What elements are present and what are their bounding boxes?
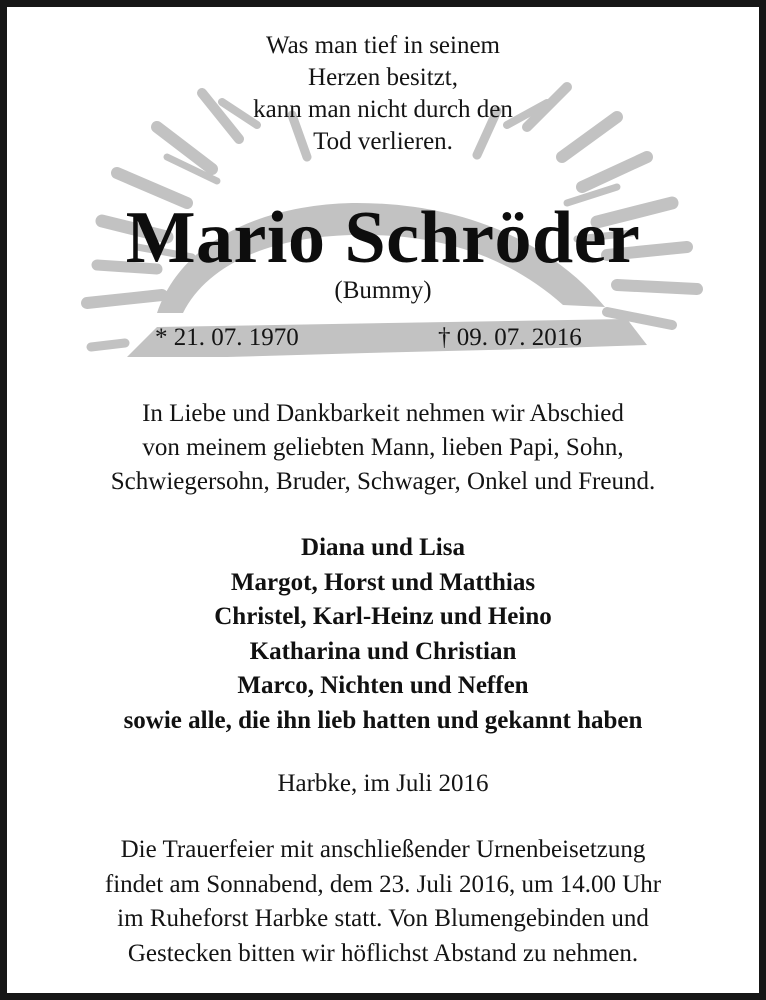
motto-line: Was man tief in seinem (265, 32, 501, 59)
motto-line: kann man nicht durch den (253, 96, 513, 123)
ceremony-line: Gestecken bitten wir höflichst Abstand zu nehmen. (127, 939, 639, 967)
place-and-date: Harbke, im Juli 2016 (277, 770, 489, 797)
mourner-line: Katharina und Christian (249, 637, 517, 665)
motto-line: Tod verlieren. (313, 128, 453, 155)
birth-date: * 21. 07. 1970 (155, 324, 299, 351)
mourners-list (7, 531, 759, 738)
death-date: † 09. 07. 2016 (438, 324, 582, 351)
deceased-name: Mario Schröder (125, 197, 641, 279)
dedication-line: von meinem geliebten Mann, lieben Papi, Sohn, (142, 434, 624, 461)
motto-line: Herzen besitzt, (308, 64, 458, 91)
dedication-line: In Liebe und Dankbarkeit nehmen wir Abschied (142, 400, 624, 427)
dedication-line: Schwiegersohn, Bruder, Schwager, Onkel und Freund. (110, 468, 656, 495)
mourner-line: Margot, Horst und Matthias (230, 568, 536, 596)
mourner-line: Diana und Lisa (301, 534, 465, 561)
nickname: (Bummy) (334, 277, 432, 304)
mourner-line: Christel, Karl-Heinz und Heino (214, 603, 552, 630)
ceremony-line: Die Trauerfeier mit anschließender Urnenbeisetzung (120, 836, 646, 863)
ceremony-info (7, 833, 759, 971)
ceremony-line: im Ruheforst Harbke statt. Von Blumengebinden und (117, 905, 649, 932)
motto-verse (7, 30, 759, 158)
mourner-line: sowie alle, die ihn lieb hatten und gekannt haben (123, 706, 643, 734)
dedication-text (7, 397, 759, 499)
mourner-line: Marco, Nichten und Neffen (237, 672, 529, 699)
ceremony-line: findet am Sonnabend, dem 23. Juli 2016, um 14.00 Uhr (104, 870, 662, 898)
